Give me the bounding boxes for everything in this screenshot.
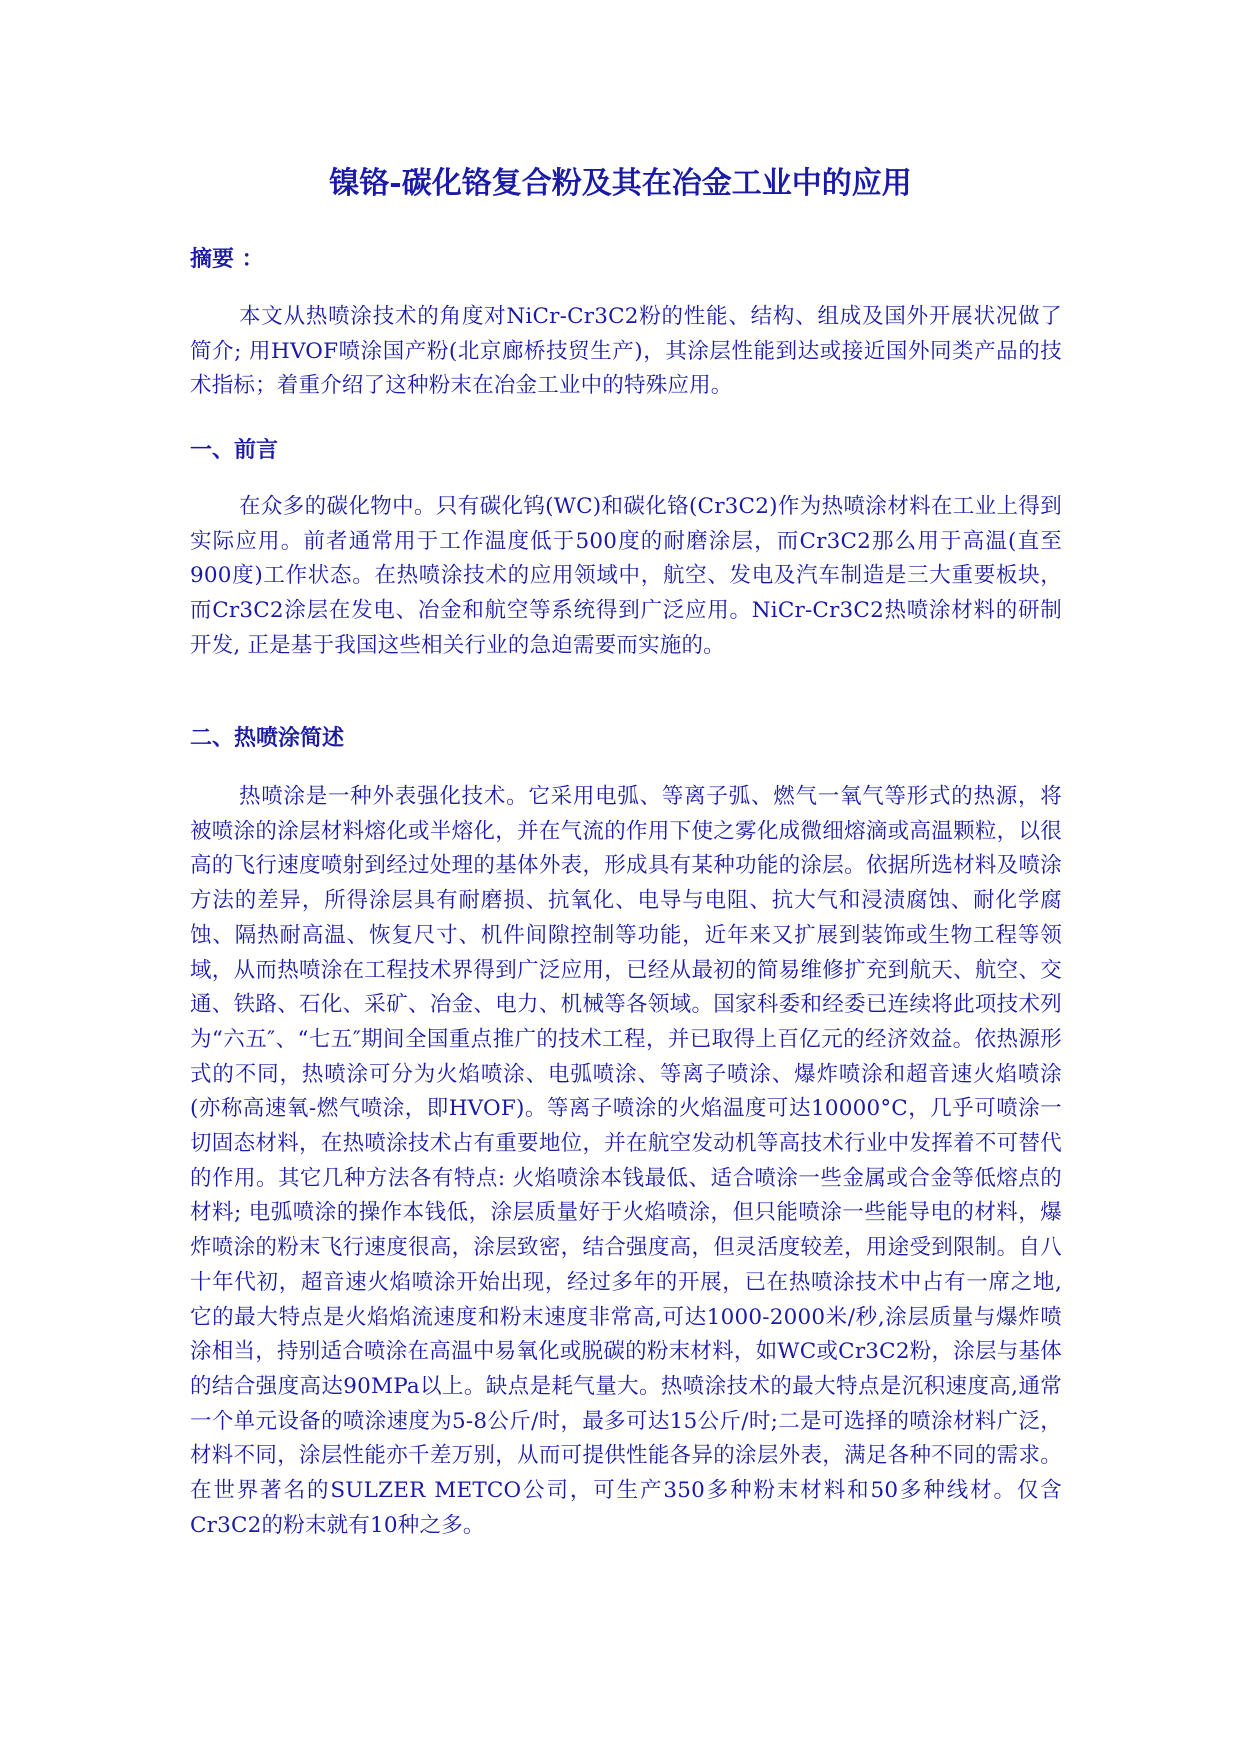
section-heading-thermal-spray-overview: 二、热喷涂简述 — [190, 725, 345, 751]
preface-paragraph: 在众多的碳化物中。只有碳化钨(WC)和碳化铬(Cr3C2)作为热喷涂材料在工业上得到实际应用。前者通常用于工作温度低于500度的耐磨涂层，而Cr3C2那么用于高温(直至900度)工作状态。在热喷涂技术的应用领域中，航空、发电及汽车制造是三大重要板块，而Cr3C2涂层在发电、冶金和航空等系统得到广泛应用。NiCr-Cr3C2热喷涂材料的研制开发, 正是基于我国这些相关行业的急迫需要而实施的。 — [190, 494, 1062, 658]
document-title: 镍铬-碳化铬复合粉及其在冶金工业中的应用 — [329, 166, 912, 201]
thermal-spray-paragraph: 热喷涂是一种外表强化技术。它采用电弧、等离子弧、燃气一氧气等形式的热源，将被喷涂的涂层材料熔化或半熔化，并在气流的作用下使之雾化成微细熔滴或高温颗粒，以很高的飞行速度喷射到经过处理的基体外表，形成具有某种功能的涂层。依据所选材料及喷涂方法的差异，所得涂层具有耐磨损、抗氧化、电导与电阻、抗大气和浸渍腐蚀、耐化学腐蚀、隔热耐高温、恢复尺寸、机件间隙控制等功能，近年来又扩展到装饰或生物工程等领域，从而热喷涂在工程技术界得到广泛应用，已经从最初的简易维修扩充到航天、航空、交通、铁路、石化、采矿、冶金、电力、机械等各领域。国家科委和经委已连续将此项技术列为“六五″、“七五″期间全国重点推广的技术工程，并已取得上百亿元的经济效益。依热源形式的不同，热喷涂可分为火焰喷涂、电弧喷涂、等离子喷涂、爆炸喷涂和超音速火焰喷涂(亦称高速氧-燃气喷涂，即HVOF)。等离子喷涂的火焰温度可达10000°C，几乎可喷涂一切固态材料，在热喷涂技术占有重要地位，并在航空发动机等高技术行业中发挥着不可替代的作用。其它几种方法各有特点: 火焰喷涂本钱最低、适合喷涂一些金属或合金等低熔点的材料; 电弧喷涂的操作本钱低，涂层质量好于火焰喷涂，但只能喷涂一些能导电的材料，爆炸喷涂的粉末飞行速度很高，涂层致密，结合强度高，但灵活度较差，用途受到限制。自八十年代初，超音速火焰喷涂开始出现，经过多年的开展，已在热喷涂技术中占有一席之地,它的最大特点是火焰焰流速度和粉末速度非常高,可达1000-2000米/秒,涂层质量与爆炸喷涂相当，持别适合喷涂在高温中易氧化或脱碳的粉末材料，如WC或Cr3C2粉，涂层与基体的结合强度高达90MPa以上。缺点是耗气量大。热喷涂技术的最大特点是沉积速度高,通常一个单元设备的喷涂速度为5-8公斤/时，最多可达15公斤/时;二是可选择的喷涂材料广泛，材料不同，涂层性能亦千差万别，从而可提供性能各异的涂层外表，满足各种不同的需求。在世界著名的SULZER METCO公司，可生产350多种粉末材料和50多种线材。仅含Cr3C2的粉末就有10种之多。 — [190, 784, 1062, 1538]
abstract-heading: 摘要 ： — [190, 246, 264, 272]
abstract-paragraph: 本文从热喷涂技术的角度对NiCr-Cr3C2粉的性能、结构、组成及国外开展状况做了简介; 用HVOF喷涂国产粉(北京廊桥技贸生产)，其涂层性能到达或接近国外同类产品的技术指标；着重介绍了这种粉末在冶金工业中的特殊应用。 — [190, 304, 1062, 399]
section-heading-preface: 一、前言 — [190, 437, 279, 463]
